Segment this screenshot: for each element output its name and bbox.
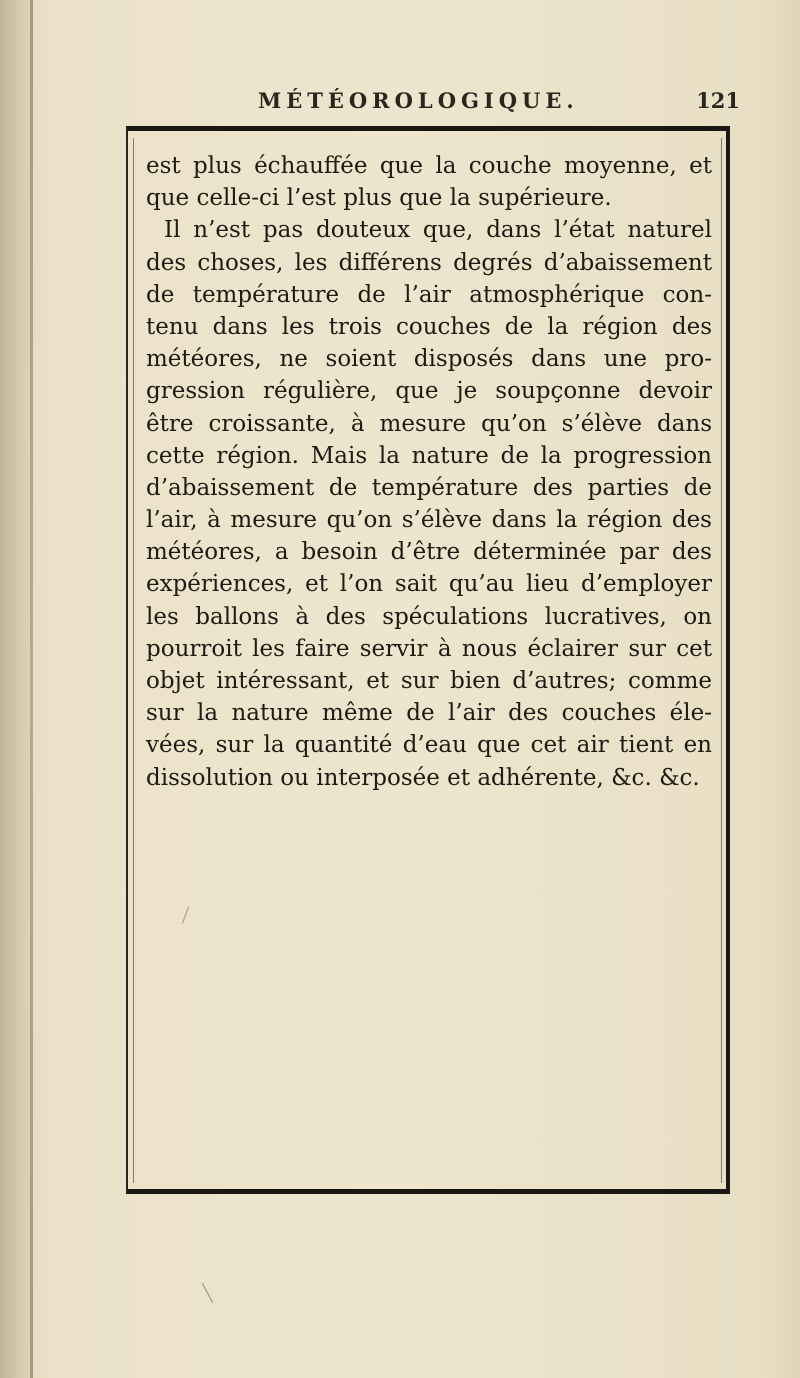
text-line: que celle-ci l’est plus que la supérieure. bbox=[146, 185, 612, 212]
text-line: météores, a besoin d’être déterminée par des bbox=[146, 539, 712, 566]
frame-inner-rule-left bbox=[133, 138, 134, 1183]
running-head bbox=[240, 88, 740, 118]
text-line: expériences, et l’on sait qu’au lieu d’employer bbox=[146, 571, 712, 598]
text-line: sur la nature même de l’air des couches éle- bbox=[146, 700, 712, 727]
text-line: objet intéressant, et sur bien d’autres; comme bbox=[146, 668, 712, 694]
stray-pen-mark bbox=[202, 1283, 213, 1303]
text-line: tenu dans les trois couches de la région des bbox=[146, 313, 712, 340]
text-line: l’air, à mesure qu’on s’élève dans la région des bbox=[146, 507, 712, 534]
text-line: Il n’est pas douteux que, dans l’état naturel bbox=[164, 217, 712, 244]
frame-inner-rule-right bbox=[721, 138, 722, 1183]
text-line: cette région. Mais la nature de la progression bbox=[146, 442, 712, 469]
gutter-shadow bbox=[0, 0, 30, 1378]
text-line: de température de l’air atmosphérique con- bbox=[146, 281, 712, 308]
text-line: dissolution ou interposée et adhérente, &c. &c. bbox=[146, 764, 700, 791]
body-text bbox=[146, 150, 712, 794]
text-line: gression régulière, que je soupçonne devoir bbox=[146, 378, 712, 405]
text-line: être croissante, à mesure qu’on s’élève dans bbox=[146, 410, 712, 437]
gutter-rule bbox=[30, 0, 33, 1378]
text-line: les ballons à des spéculations lucratives, on bbox=[146, 603, 712, 630]
text-line: des choses, les différens degrés d’abaissement bbox=[146, 249, 712, 276]
running-title: MÉTÉOROLOGIQUE. bbox=[258, 88, 579, 113]
page-number: 121 bbox=[696, 88, 740, 113]
text-line: météores, ne soient disposés dans une pro- bbox=[146, 346, 712, 373]
text-line: vées, sur la quantité d’eau que cet air tient en bbox=[146, 732, 712, 759]
text-line: est plus échauffée que la couche moyenne, et bbox=[146, 153, 712, 179]
text-line: d’abaissement de température des parties de bbox=[146, 474, 712, 501]
text-line: pourroit les faire servir à nous éclairer sur cet bbox=[146, 635, 712, 662]
